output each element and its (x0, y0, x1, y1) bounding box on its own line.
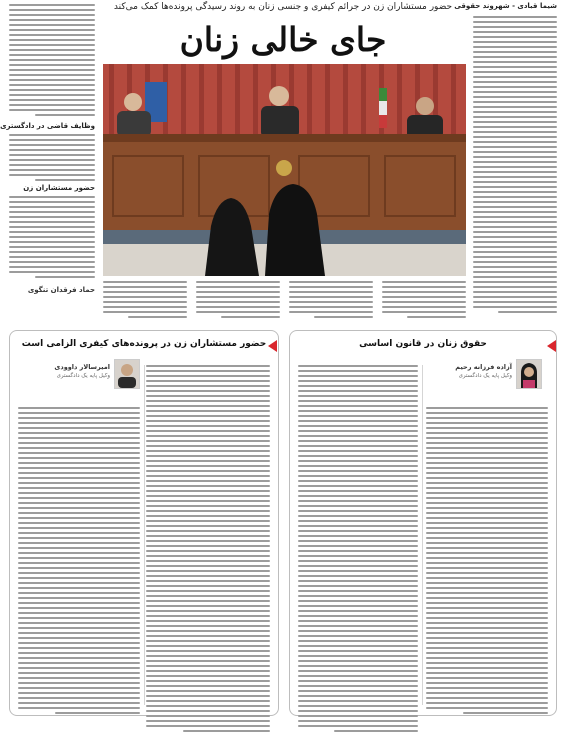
article-text-column (146, 365, 270, 732)
courtroom-illustration (103, 64, 466, 276)
right-text-column (473, 16, 557, 313)
caption-column (103, 281, 187, 318)
caption-column (289, 281, 373, 318)
article-text-column (426, 407, 548, 714)
caption-column (382, 281, 466, 318)
caption-column (196, 281, 280, 318)
column-divider (422, 365, 423, 705)
page-kicker: حضور مستشاران زن در جرائم کیفری و جنسی زنان به روند رسیدگی پرونده‌ها کمک می‌کند (113, 2, 453, 12)
byline (432, 359, 542, 401)
person-icon (517, 360, 541, 388)
byline (30, 359, 140, 401)
author-photo (516, 359, 542, 389)
page-headline: جای خالی زنان (179, 20, 387, 59)
author-role: وکیل پایه یک دادگستری (56, 373, 110, 379)
column-divider (144, 365, 145, 705)
courtroom-photo (103, 64, 466, 276)
left-text-column (9, 134, 95, 181)
article-title: حقوق زنان در قانون اساسی (359, 339, 487, 349)
left-subhead: حضور مستشاران زن (23, 184, 95, 192)
author-name: امیرسالار داوودی (54, 363, 110, 371)
article-title: حضور مستشاران زن در پرونده‌های کیفری الزامی است (21, 339, 267, 349)
author-role: وکیل پایه یک دادگستری (458, 373, 512, 379)
person-icon (115, 360, 139, 388)
right-column-lead: شیما قبادی - شهروند حقوقی (454, 2, 557, 10)
emblem-icon (276, 160, 292, 176)
left-subhead: وظایف قاضی در دادگستری (0, 122, 95, 130)
author-name: آزاده فرزانه رحیم (455, 363, 512, 371)
triangle-marker-icon (547, 340, 556, 352)
article-box-left (9, 330, 279, 716)
left-text-column (9, 196, 95, 278)
article-text-column (18, 407, 140, 714)
left-text-column (9, 4, 95, 116)
author-photo (114, 359, 140, 389)
left-author: حماد فرقدان تنگوی (27, 286, 95, 294)
article-box-right (289, 330, 557, 716)
triangle-marker-icon (268, 340, 277, 352)
bench-top (103, 134, 466, 142)
article-text-column (298, 365, 418, 732)
